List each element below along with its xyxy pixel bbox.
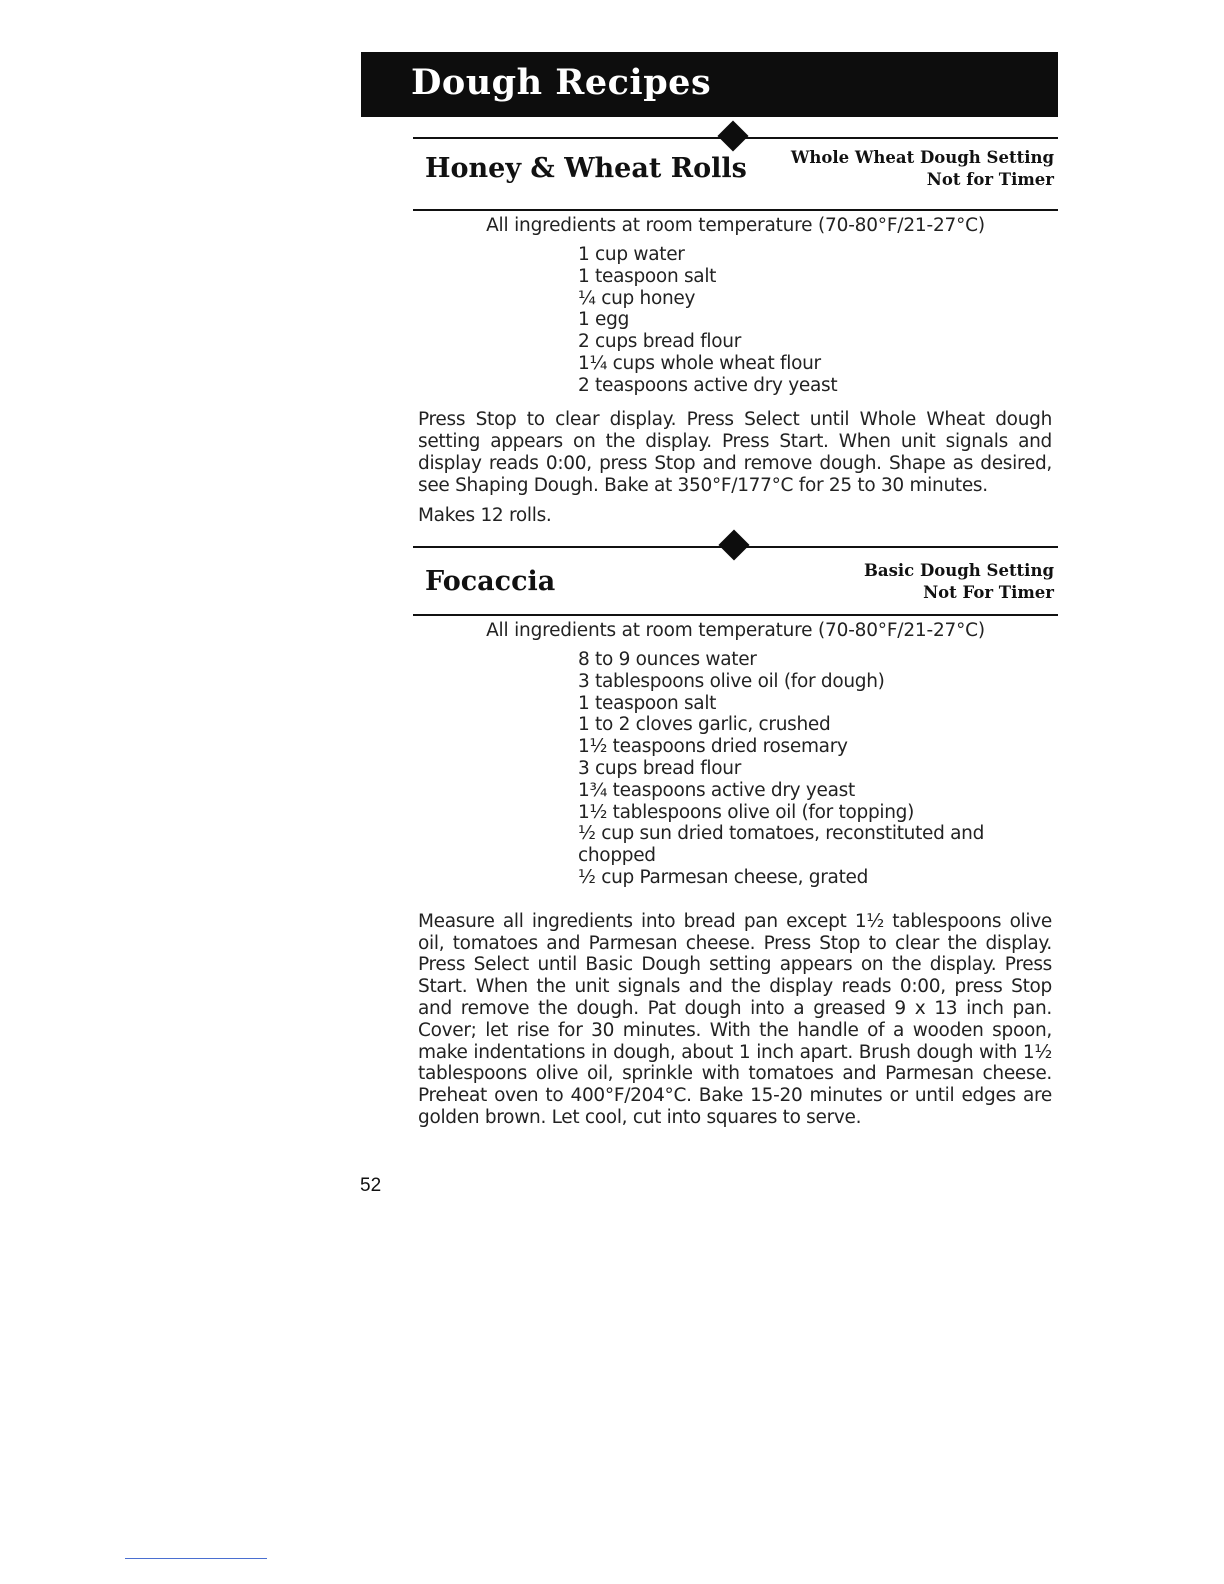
- temperature-note: All ingredients at room temperature (70-80°F/21-27°C): [486, 215, 985, 236]
- recipe-header: [413, 546, 1058, 616]
- ingredient-item: 1¾ teaspoons active dry yeast: [578, 779, 855, 801]
- ingredient-item: 1½ tablespoons olive oil (for topping): [578, 801, 915, 823]
- ingredient-item: 3 cups bread flour: [578, 757, 741, 779]
- ingredient-item: 1¼ cups whole wheat flour: [578, 352, 821, 374]
- ingredient-item: 1 teaspoon salt: [578, 692, 717, 714]
- timer-note: Not for Timer: [926, 170, 1054, 189]
- recipe-title: Honey & Wheat Rolls: [425, 153, 747, 184]
- ingredient-item: 2 cups bread flour: [578, 331, 741, 353]
- recipe-directions: Press Stop to clear display. Press Select until Whole Wheat dough setting appears on the display. Press Start. When unit signals and display reads 0:00, press Stop and remove dough. Shape as desired, see Shaping Dough. Bake at 350°F/177°C for 25 to 30 minutes.: [418, 408, 1052, 496]
- ingredient-item: 1 egg: [578, 309, 630, 331]
- ingredient-item: 1 teaspoon salt: [578, 265, 717, 287]
- ingredient-item: 1 to 2 cloves garlic, crushed: [578, 714, 831, 736]
- setting-info: [864, 560, 1054, 604]
- recipe-yield: Makes 12 rolls.: [418, 504, 552, 526]
- timer-note: Not For Timer: [923, 583, 1054, 602]
- page-title: Dough Recipes: [411, 62, 712, 103]
- setting-info: [791, 147, 1054, 191]
- recipe-honey-wheat-rolls: [413, 137, 1058, 526]
- ingredient-item: 8 to 9 ounces water: [578, 649, 757, 670]
- dough-setting-label: Whole Wheat Dough Setting: [790, 148, 1054, 167]
- recipe-focaccia: [413, 546, 1058, 1129]
- dough-setting-label: Basic Dough Setting: [863, 561, 1054, 580]
- ingredient-item: 3 tablespoons olive oil (for dough): [578, 670, 885, 692]
- recipe-header: [413, 137, 1058, 211]
- ingredient-item: ½ cup sun dried tomatoes, reconstituted and chopped: [578, 823, 985, 867]
- page-number: 52: [360, 1175, 382, 1196]
- recipe-title: Focaccia: [425, 566, 556, 597]
- ingredient-item: 1 cup water: [578, 244, 685, 265]
- ingredient-list: [578, 649, 1058, 889]
- diamond-ornament-icon: [718, 529, 749, 560]
- recipe-directions: Measure all ingredients into bread pan except 1½ tablespoons olive oil, tomatoes and Parmesan cheese. Press Stop to clear the display. Press Select until Basic Dough setting appears on the display. Press Start. When the unit signals and the display reads 0:00, press Stop and remove the dough. Pat dough into a greased 9 x 13 inch pan. Cover; let rise for 30 minutes. With the handle of a wooden spoon, make indentations in dough, about 1 inch apart. Brush dough with 1½ tablespoons olive oil, sprinkle with tomatoes and Parmesan cheese. Preheat oven to 400°F/204°C. Bake 15-20 minutes or until edges are golden brown. Let cool, cut into squares to serve.: [418, 910, 1052, 1128]
- ingredient-item: ½ cup Parmesan cheese, grated: [578, 866, 869, 888]
- ingredient-list: [578, 244, 1058, 397]
- ingredient-item: 1½ teaspoons dried rosemary: [578, 736, 848, 758]
- footer-rule: [125, 1558, 267, 1559]
- page-banner: [361, 52, 1058, 117]
- diamond-ornament-icon: [717, 120, 748, 151]
- ingredient-item: 2 teaspoons active dry yeast: [578, 374, 838, 396]
- temperature-note: All ingredients at room temperature (70-80°F/21-27°C): [486, 620, 985, 641]
- ingredient-item: ¼ cup honey: [578, 287, 696, 309]
